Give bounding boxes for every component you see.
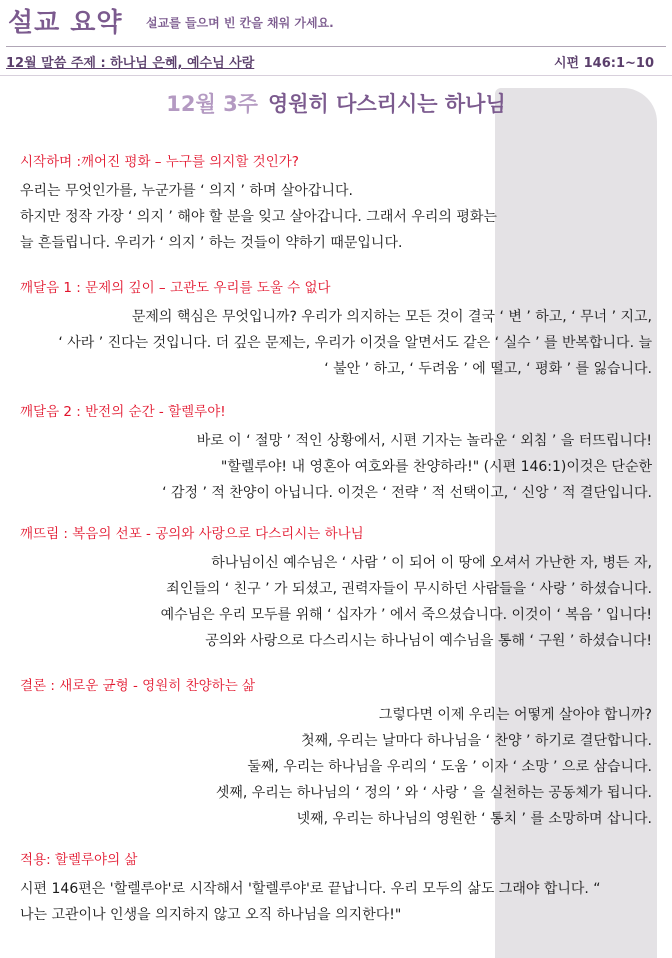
page-title: 설교 요약 [8,8,123,38]
section-line: 공의와 사랑으로 다스리시는 하나님이 예수님을 통해 ‘ 구원 ’ 하셨습니다! [205,633,652,649]
section-heading: 깨뜨림 : 복음의 선포 - 공의와 사랑으로 다스리시는 하나님 [20,526,364,542]
section-line: 셋째, 우리는 하나님의 ‘ 정의 ’ 와 ‘ 사랑 ’ 을 실천하는 공동체가 됩니다. [215,785,652,801]
page-header [6,2,666,47]
section-heading: 깨달음 1 : 문제의 깊이 – 고관도 우리를 도울 수 없다 [20,280,331,296]
section-line: ‘ 감정 ’ 적 찬양이 아닙니다. 이것은 ‘ 전략 ’ 적 선택이고, ‘ 신앙 ’ 적 결단입니다. [162,485,652,501]
sermon-week: 12월 3주 [166,92,258,116]
scripture-reference: 시편 146:1~10 [553,56,654,71]
sermon-title [0,88,672,118]
section-line: 첫째, 우리는 날마다 하나님을 ‘ 찬양 ’ 하기로 결단합니다. [301,733,652,749]
section-line: 나는 고관이나 인생을 의지하지 않고 오직 하나님을 의지한다!" [20,907,402,923]
section-realization-2 [20,400,652,506]
section-heading: 결론 : 새로운 균형 - 영원히 찬양하는 삶 [20,678,256,694]
section-line: 죄인들의 ‘ 친구 ’ 가 되셨고, 권력자들이 무시하던 사람들을 ‘ 사랑 ’ 하셨습니다. [166,581,652,597]
section-line: 시편 146편은 '할렐루야'로 시작해서 '할렐루야'로 끝납니다. 우리 모두의 삶도 그래야 합니다. “ [20,881,601,897]
section-line: 우리는 무엇인가를, 누군가를 ‘ 의지 ’ 하며 살아갑니다. [20,183,353,199]
section-line: 넷째, 우리는 하나님의 영원한 ‘ 통치 ’ 를 소망하며 삽니다. [296,811,652,827]
section-line: 예수님은 우리 모두를 위해 ‘ 십자가 ’ 에서 죽으셨습니다. 이것이 ‘ 복음 ’ 입니다! [160,607,652,623]
section-conclusion [20,674,652,832]
section-line: 하나님이신 예수님은 ‘ 사람 ’ 이 되어 이 땅에 오셔서 가난한 자, 병든 자, [211,555,652,571]
page-subtitle: 설교를 들으며 빈 칸을 채워 가세요. [146,16,334,30]
monthly-theme: 12월 말씀 주제 : 하나님 은혜, 예수님 사랑 [6,56,255,71]
section-intro [20,150,652,256]
section-line: 그렇다면 이제 우리는 어떻게 살아야 합니까? [378,707,652,723]
section-heading: 깨달음 2 : 반전의 순간 - 할렐루야! [20,404,226,420]
section-line: "할렐루야! 내 영혼아 여호와를 찬양하라!" (시편 146:1)이것은 단순한 [220,459,652,475]
section-line: 바로 이 ‘ 절망 ’ 적인 상황에서, 시편 기자는 놀라운 ‘ 외침 ’ 을 터뜨립니다! [196,433,652,449]
section-breakthrough [20,522,652,654]
section-line: 하지만 정작 가장 ‘ 의지 ’ 해야 할 분을 잊고 살아갑니다. 그래서 우리의 평화는 [20,209,497,225]
section-line: ‘ 사라 ’ 진다는 것입니다. 더 깊은 문제는, 우리가 이것을 알면서도 같은 ‘ 실수 ’ 를 반복합니다. 늘 [58,335,652,351]
section-application [20,848,652,928]
section-line: 문제의 핵심은 무엇입니까? 우리가 의지하는 모든 것이 결국 ‘ 변 ’ 하고, ‘ 무너 ’ 지고, [131,309,652,325]
divider [0,75,672,76]
section-line: ‘ 불안 ’ 하고, ‘ 두려움 ’ 에 떨고, ‘ 평화 ’ 를 잃습니다. [324,361,652,377]
section-line: 늘 흔들립니다. 우리가 ‘ 의지 ’ 하는 것들이 약하기 때문입니다. [20,235,403,251]
section-heading: 적용: 할렐루야의 삶 [20,852,138,868]
section-realization-1 [20,276,652,382]
section-line: 둘째, 우리는 하나님을 우리의 ‘ 도움 ’ 이자 ‘ 소망 ’ 으로 삼습니다. [247,759,652,775]
section-heading: 시작하며 :깨어진 평화 – 누구를 의지할 것인가? [20,154,299,170]
sermon-title-text: 영원히 다스리시는 하나님 [267,92,506,116]
